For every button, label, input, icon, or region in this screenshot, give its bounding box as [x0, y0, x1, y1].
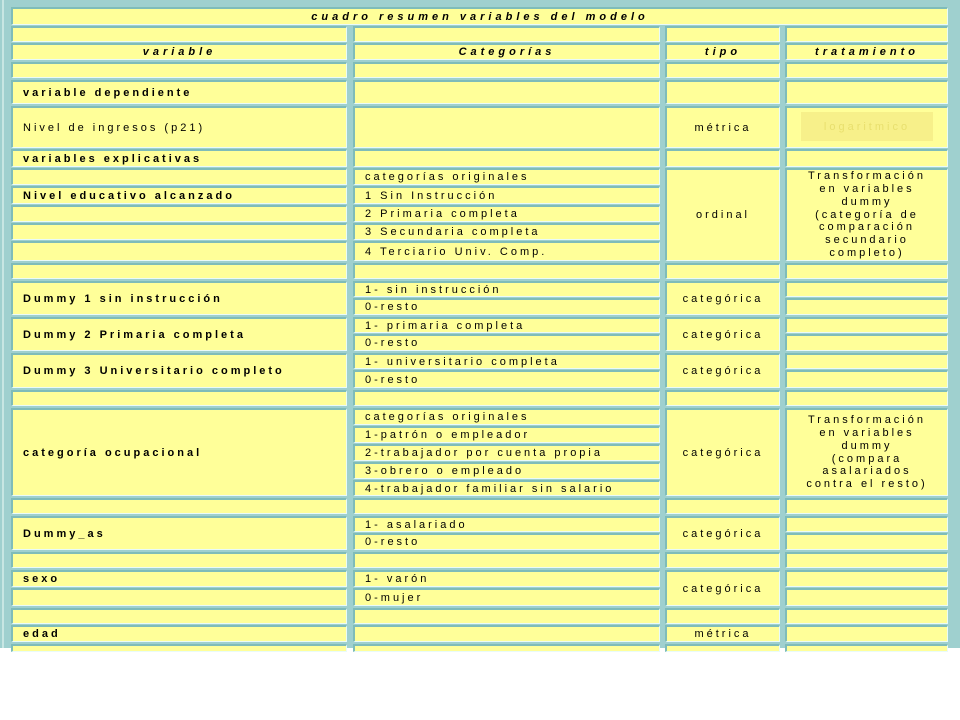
row-nivel-educativo: Nivel educativo alcanzado	[11, 186, 347, 204]
dummy-as-categoria: 1- asalariado	[353, 516, 660, 532]
dummy-as-categoria: 0-resto	[353, 533, 660, 550]
dummy3-categoria: 0-resto	[353, 370, 660, 388]
empty-cell	[785, 625, 948, 642]
empty-cell	[665, 26, 780, 42]
header-categorias: Categorías	[353, 43, 660, 60]
dummy1-categoria: 0-resto	[353, 298, 660, 315]
empty-cell	[11, 26, 347, 42]
empty-cell	[785, 370, 948, 388]
empty-cell	[353, 644, 660, 652]
tipo-dummy1: categórica	[665, 281, 780, 315]
empty-cell	[785, 498, 948, 514]
empty-cell	[353, 625, 660, 642]
empty-cell	[785, 149, 948, 167]
empty-cell	[785, 80, 948, 104]
empty-cell	[11, 498, 347, 514]
row-categoria-ocupacional: categoría ocupacional	[11, 408, 347, 496]
empty-cell	[11, 588, 347, 606]
tipo-dummy-as: categórica	[665, 516, 780, 550]
sexo-categoria: 1- varón	[353, 570, 660, 587]
tratamiento-categoria-ocupacional: Transformación en variables dummy (compara asalariados contra el resto)	[785, 408, 948, 496]
empty-cell	[11, 608, 347, 624]
educativo-categoria: categorías originales	[353, 168, 660, 185]
header-tratamiento: tratamiento	[785, 43, 948, 60]
empty-cell	[353, 26, 660, 42]
empty-cell	[353, 263, 660, 279]
empty-cell	[785, 62, 948, 78]
empty-cell	[353, 390, 660, 406]
empty-cell	[785, 334, 948, 351]
empty-cell	[665, 552, 780, 568]
empty-cell	[785, 588, 948, 606]
empty-cell	[785, 281, 948, 297]
tipo-dummy2: categórica	[665, 317, 780, 351]
empty-cell	[353, 608, 660, 624]
tipo-categoria-ocupacional: categórica	[665, 408, 780, 496]
empty-cell	[11, 644, 347, 652]
empty-cell	[785, 608, 948, 624]
ocupacional-categoria: 4-trabajador familiar sin salario	[353, 480, 660, 496]
empty-cell	[665, 390, 780, 406]
empty-cell	[785, 390, 948, 406]
educativo-categoria: 4 Terciario Univ. Comp.	[353, 241, 660, 261]
tratamiento-nivel-ingresos-text: logaritmico	[801, 112, 933, 141]
tipo-edad: métrica	[665, 625, 780, 642]
empty-cell	[665, 149, 780, 167]
dummy1-categoria: 1- sin instrucción	[353, 281, 660, 297]
empty-cell	[785, 516, 948, 532]
empty-cell	[785, 644, 948, 652]
empty-cell	[785, 26, 948, 42]
empty-cell	[11, 223, 347, 240]
empty-cell	[665, 80, 780, 104]
row-dummy1: Dummy 1 sin instrucción	[11, 281, 347, 315]
ocupacional-categoria: categorías originales	[353, 408, 660, 425]
empty-cell	[665, 498, 780, 514]
dummy2-categoria: 0-resto	[353, 334, 660, 351]
header-tipo: tipo	[665, 43, 780, 60]
sexo-categoria: 0-mujer	[353, 588, 660, 606]
ocupacional-categoria: 2-trabajador por cuenta propia	[353, 444, 660, 461]
empty-cell	[785, 263, 948, 279]
row-dummy2: Dummy 2 Primaria completa	[11, 317, 347, 351]
empty-cell	[11, 263, 347, 279]
empty-cell	[665, 263, 780, 279]
ocupacional-categoria: 1-patrón o empleador	[353, 426, 660, 443]
tratamiento-nivel-educativo: Transformación en variables dummy (categoría de comparación secundario completo)	[785, 168, 948, 261]
empty-cell	[11, 552, 347, 568]
ocupacional-categoria: 3-obrero o empleado	[353, 462, 660, 479]
section-dependiente: variable dependiente	[11, 80, 347, 104]
empty-cell	[353, 552, 660, 568]
empty-cell	[785, 353, 948, 369]
empty-cell	[11, 205, 347, 222]
tipo-nivel-educativo: ordinal	[665, 168, 780, 261]
tipo-sexo: categórica	[665, 570, 780, 606]
header-variable: variable	[11, 43, 347, 60]
row-dummy-as: Dummy_as	[11, 516, 347, 550]
table-title: cuadro resumen variables del modelo	[11, 7, 948, 25]
empty-cell	[785, 298, 948, 315]
empty-cell	[665, 62, 780, 78]
tipo-nivel-ingresos: métrica	[665, 106, 780, 148]
empty-cell	[785, 533, 948, 550]
row-edad: edad	[11, 625, 347, 642]
empty-cell	[665, 608, 780, 624]
empty-cell	[353, 62, 660, 78]
row-sexo: sexo	[11, 570, 347, 587]
educativo-categoria: 2 Primaria completa	[353, 205, 660, 222]
empty-cell	[785, 570, 948, 587]
empty-cell	[785, 317, 948, 333]
section-explicativas: variables explicativas	[11, 149, 347, 167]
educativo-categoria: 3 Secundaria completa	[353, 223, 660, 240]
empty-cell	[353, 149, 660, 167]
row-dummy3: Dummy 3 Universitario completo	[11, 353, 347, 388]
empty-cell	[11, 390, 347, 406]
empty-cell	[11, 241, 347, 261]
tipo-dummy3: categórica	[665, 353, 780, 388]
empty-cell	[11, 62, 347, 78]
dummy3-categoria: 1- universitario completa	[353, 353, 660, 369]
empty-cell	[353, 106, 660, 148]
dummy2-categoria: 1- primaria completa	[353, 317, 660, 333]
row-nivel-ingresos: Nivel de ingresos (p21)	[11, 106, 347, 148]
educativo-categoria: 1 Sin Instrucción	[353, 186, 660, 204]
empty-cell	[353, 498, 660, 514]
empty-cell	[353, 80, 660, 104]
empty-cell	[665, 644, 780, 652]
empty-cell	[785, 552, 948, 568]
empty-cell	[11, 168, 347, 185]
